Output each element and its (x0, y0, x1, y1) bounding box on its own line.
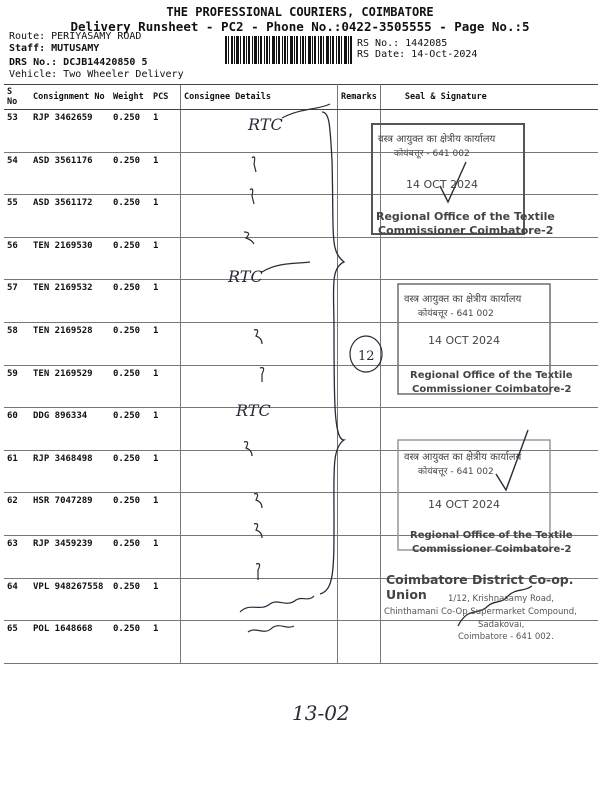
row-consignee (181, 408, 338, 451)
row-weight: 0.250 (110, 408, 150, 451)
row-consignee (181, 152, 338, 195)
row-sno: 63 (4, 535, 30, 578)
row-pcs: 1 (150, 450, 181, 493)
row-consignment: RJP 3468498 (30, 450, 110, 493)
row-consignment: ASD 3561172 (30, 195, 110, 238)
svg-text:14 OCT 2024: 14 OCT 2024 (428, 334, 501, 347)
table-row (4, 450, 598, 493)
svg-text:Commissioner Coimbatore-2: Commissioner Coimbatore-2 (412, 384, 572, 395)
union-address-3: Sadakovai, (478, 620, 525, 630)
col-consignment-header: Consignment No (30, 85, 110, 110)
row-seal (380, 408, 598, 451)
row-consignment: HSR 7047289 (30, 493, 110, 536)
table-row (4, 493, 598, 536)
row-seal (380, 322, 598, 365)
row-seal (380, 280, 598, 323)
row-consignee (181, 493, 338, 536)
row-weight: 0.250 (110, 237, 150, 280)
rs-number: RS No.: 1442085 (357, 38, 448, 49)
row-seal (380, 237, 598, 280)
row-sno: 58 (4, 322, 30, 365)
row-remarks (338, 237, 381, 280)
row-pcs: 1 (150, 621, 181, 664)
row-sno: 54 (4, 152, 30, 195)
row-pcs: 1 (150, 493, 181, 536)
table-row (4, 195, 598, 238)
row-weight: 0.250 (110, 195, 150, 238)
table-header-row (4, 85, 598, 110)
table-row (4, 365, 598, 408)
row-pcs: 1 (150, 195, 181, 238)
row-remarks (338, 280, 381, 323)
row-pcs: 1 (150, 280, 181, 323)
row-weight: 0.250 (110, 493, 150, 536)
row-consignee (181, 322, 338, 365)
row-remarks (338, 450, 381, 493)
table-row (4, 110, 598, 153)
svg-text:कोयंबत्तूर - 641 002: कोयंबत्तूर - 641 002 (418, 309, 494, 319)
table-row (4, 322, 598, 365)
staff-label: Staff: MUTUSAMY (9, 43, 100, 54)
svg-text:कोयंबत्तूर - 641 002: कोयंबत्तूर - 641 002 (418, 467, 494, 477)
col-sno-header: S No (4, 85, 30, 110)
row-weight: 0.250 (110, 322, 150, 365)
svg-text:14 OCT 2024: 14 OCT 2024 (406, 178, 479, 191)
bottom-note: 13-02 (292, 701, 350, 725)
row-sno: 53 (4, 110, 30, 153)
row-sno: 62 (4, 493, 30, 536)
row-remarks (338, 621, 381, 664)
row-sno: 60 (4, 408, 30, 451)
row-consignee (181, 280, 338, 323)
row-pcs: 1 (150, 578, 181, 621)
row-sno: 61 (4, 450, 30, 493)
row-sno: 57 (4, 280, 30, 323)
row-consignment: TEN 2169532 (30, 280, 110, 323)
union-address-4: Coimbatore - 641 002. (458, 632, 554, 642)
col-consignee-header: Consignee Details (181, 85, 338, 110)
row-remarks (338, 493, 381, 536)
row-remarks (338, 195, 381, 238)
svg-text:14 OCT 2024: 14 OCT 2024 (428, 498, 501, 511)
row-pcs: 1 (150, 365, 181, 408)
row-seal (380, 110, 598, 153)
circled-count-text: 12 (358, 349, 375, 364)
row-seal (380, 152, 598, 195)
svg-text:वस्त्र आयुक्त का क्षेत्रीय कार: वस्त्र आयुक्त का क्षेत्रीय कार्यालय (378, 134, 496, 145)
row-weight: 0.250 (110, 450, 150, 493)
row-consignment: TEN 2169529 (30, 365, 110, 408)
row-seal (380, 450, 598, 493)
row-consignee (181, 237, 338, 280)
row-consignee (181, 110, 338, 153)
row-consignee (181, 450, 338, 493)
row-consignee (181, 365, 338, 408)
row-remarks (338, 408, 381, 451)
row-pcs: 1 (150, 535, 181, 578)
svg-text:वस्त्र आयुक्त का क्षेत्रीय कार: वस्त्र आयुक्त का क्षेत्रीय कार्यालय (404, 452, 522, 463)
row-seal (380, 365, 598, 408)
row-remarks (338, 322, 381, 365)
col-remarks-header: Remarks (338, 85, 381, 110)
row-consignee (181, 578, 338, 621)
row-sno: 55 (4, 195, 30, 238)
row-consignment: ASD 3561176 (30, 152, 110, 195)
rtc-mark-3: RTC (236, 401, 271, 420)
rs-date: RS Date: 14-Oct-2024 (357, 49, 478, 60)
table-row (4, 280, 598, 323)
row-weight: 0.250 (110, 365, 150, 408)
row-seal (380, 195, 598, 238)
table-row (4, 237, 598, 280)
table-row (4, 408, 598, 451)
row-weight: 0.250 (110, 280, 150, 323)
row-remarks (338, 535, 381, 578)
row-remarks (338, 365, 381, 408)
row-pcs: 1 (150, 152, 181, 195)
row-consignment: TEN 2169528 (30, 322, 110, 365)
svg-text:Regional Office of the Textile: Regional Office of the Textile (376, 210, 555, 223)
row-consignee (181, 535, 338, 578)
row-weight: 0.250 (110, 621, 150, 664)
col-pcs-header: PCS (150, 85, 181, 110)
drs-label: DRS No.: DCJB14420850 5 (9, 57, 148, 68)
union-address-2: Chinthamani Co-Op Supermarket Compound, (384, 607, 577, 617)
row-consignment: RJP 3462659 (30, 110, 110, 153)
row-consignment: TEN 2169530 (30, 237, 110, 280)
row-pcs: 1 (150, 110, 181, 153)
row-weight: 0.250 (110, 152, 150, 195)
svg-text:Regional Office of the Textile: Regional Office of the Textile (410, 530, 573, 541)
svg-text:Commissioner Coimbatore-2: Commissioner Coimbatore-2 (378, 224, 554, 237)
svg-text:कोयंबत्तूर - 641 002: कोयंबत्तूर - 641 002 (394, 149, 470, 159)
row-weight: 0.250 (110, 578, 150, 621)
row-weight: 0.250 (110, 110, 150, 153)
row-consignment: VPL 948267558 (30, 578, 110, 621)
row-consignment: DDG 896334 (30, 408, 110, 451)
vehicle-label: Vehicle: Two Wheeler Delivery (9, 69, 184, 80)
col-seal-header: Seal & Signature (380, 85, 598, 110)
barcode-image (225, 36, 353, 64)
row-seal (380, 493, 598, 536)
row-consignment: POL 1648668 (30, 621, 110, 664)
svg-text:Commissioner Coimbatore-2: Commissioner Coimbatore-2 (412, 544, 572, 555)
row-weight: 0.250 (110, 535, 150, 578)
union-address-1: 1/12, Krishnasamy Road, (448, 594, 555, 604)
row-sno: 65 (4, 621, 30, 664)
union-name: Coimbatore District Co-op. Union (386, 572, 574, 602)
rtc-mark-1: RTC (248, 115, 283, 134)
svg-text:Regional Office of the Textile: Regional Office of the Textile (410, 370, 573, 381)
row-pcs: 1 (150, 322, 181, 365)
col-weight-header: Weight (110, 85, 150, 110)
rtc-mark-2: RTC (228, 267, 263, 286)
row-sno: 59 (4, 365, 30, 408)
row-remarks (338, 152, 381, 195)
svg-text:वस्त्र आयुक्त का क्षेत्रीय कार: वस्त्र आयुक्त का क्षेत्रीय कार्यालय (404, 294, 522, 305)
row-consignment: RJP 3459239 (30, 535, 110, 578)
table-row (4, 152, 598, 195)
row-consignee (181, 195, 338, 238)
route-label: Route: PERIYASAMY ROAD (9, 31, 142, 42)
row-sno: 64 (4, 578, 30, 621)
runsheet-subtitle: Delivery Runsheet - PC2 - Phone No.:0422-3505555 - Page No.:5 (70, 19, 530, 34)
row-remarks (338, 110, 381, 153)
company-title: THE PROFESSIONAL COURIERS, COIMBATORE (166, 5, 434, 19)
row-sno: 56 (4, 237, 30, 280)
row-remarks (338, 578, 381, 621)
row-consignee (181, 621, 338, 664)
row-pcs: 1 (150, 408, 181, 451)
row-pcs: 1 (150, 237, 181, 280)
